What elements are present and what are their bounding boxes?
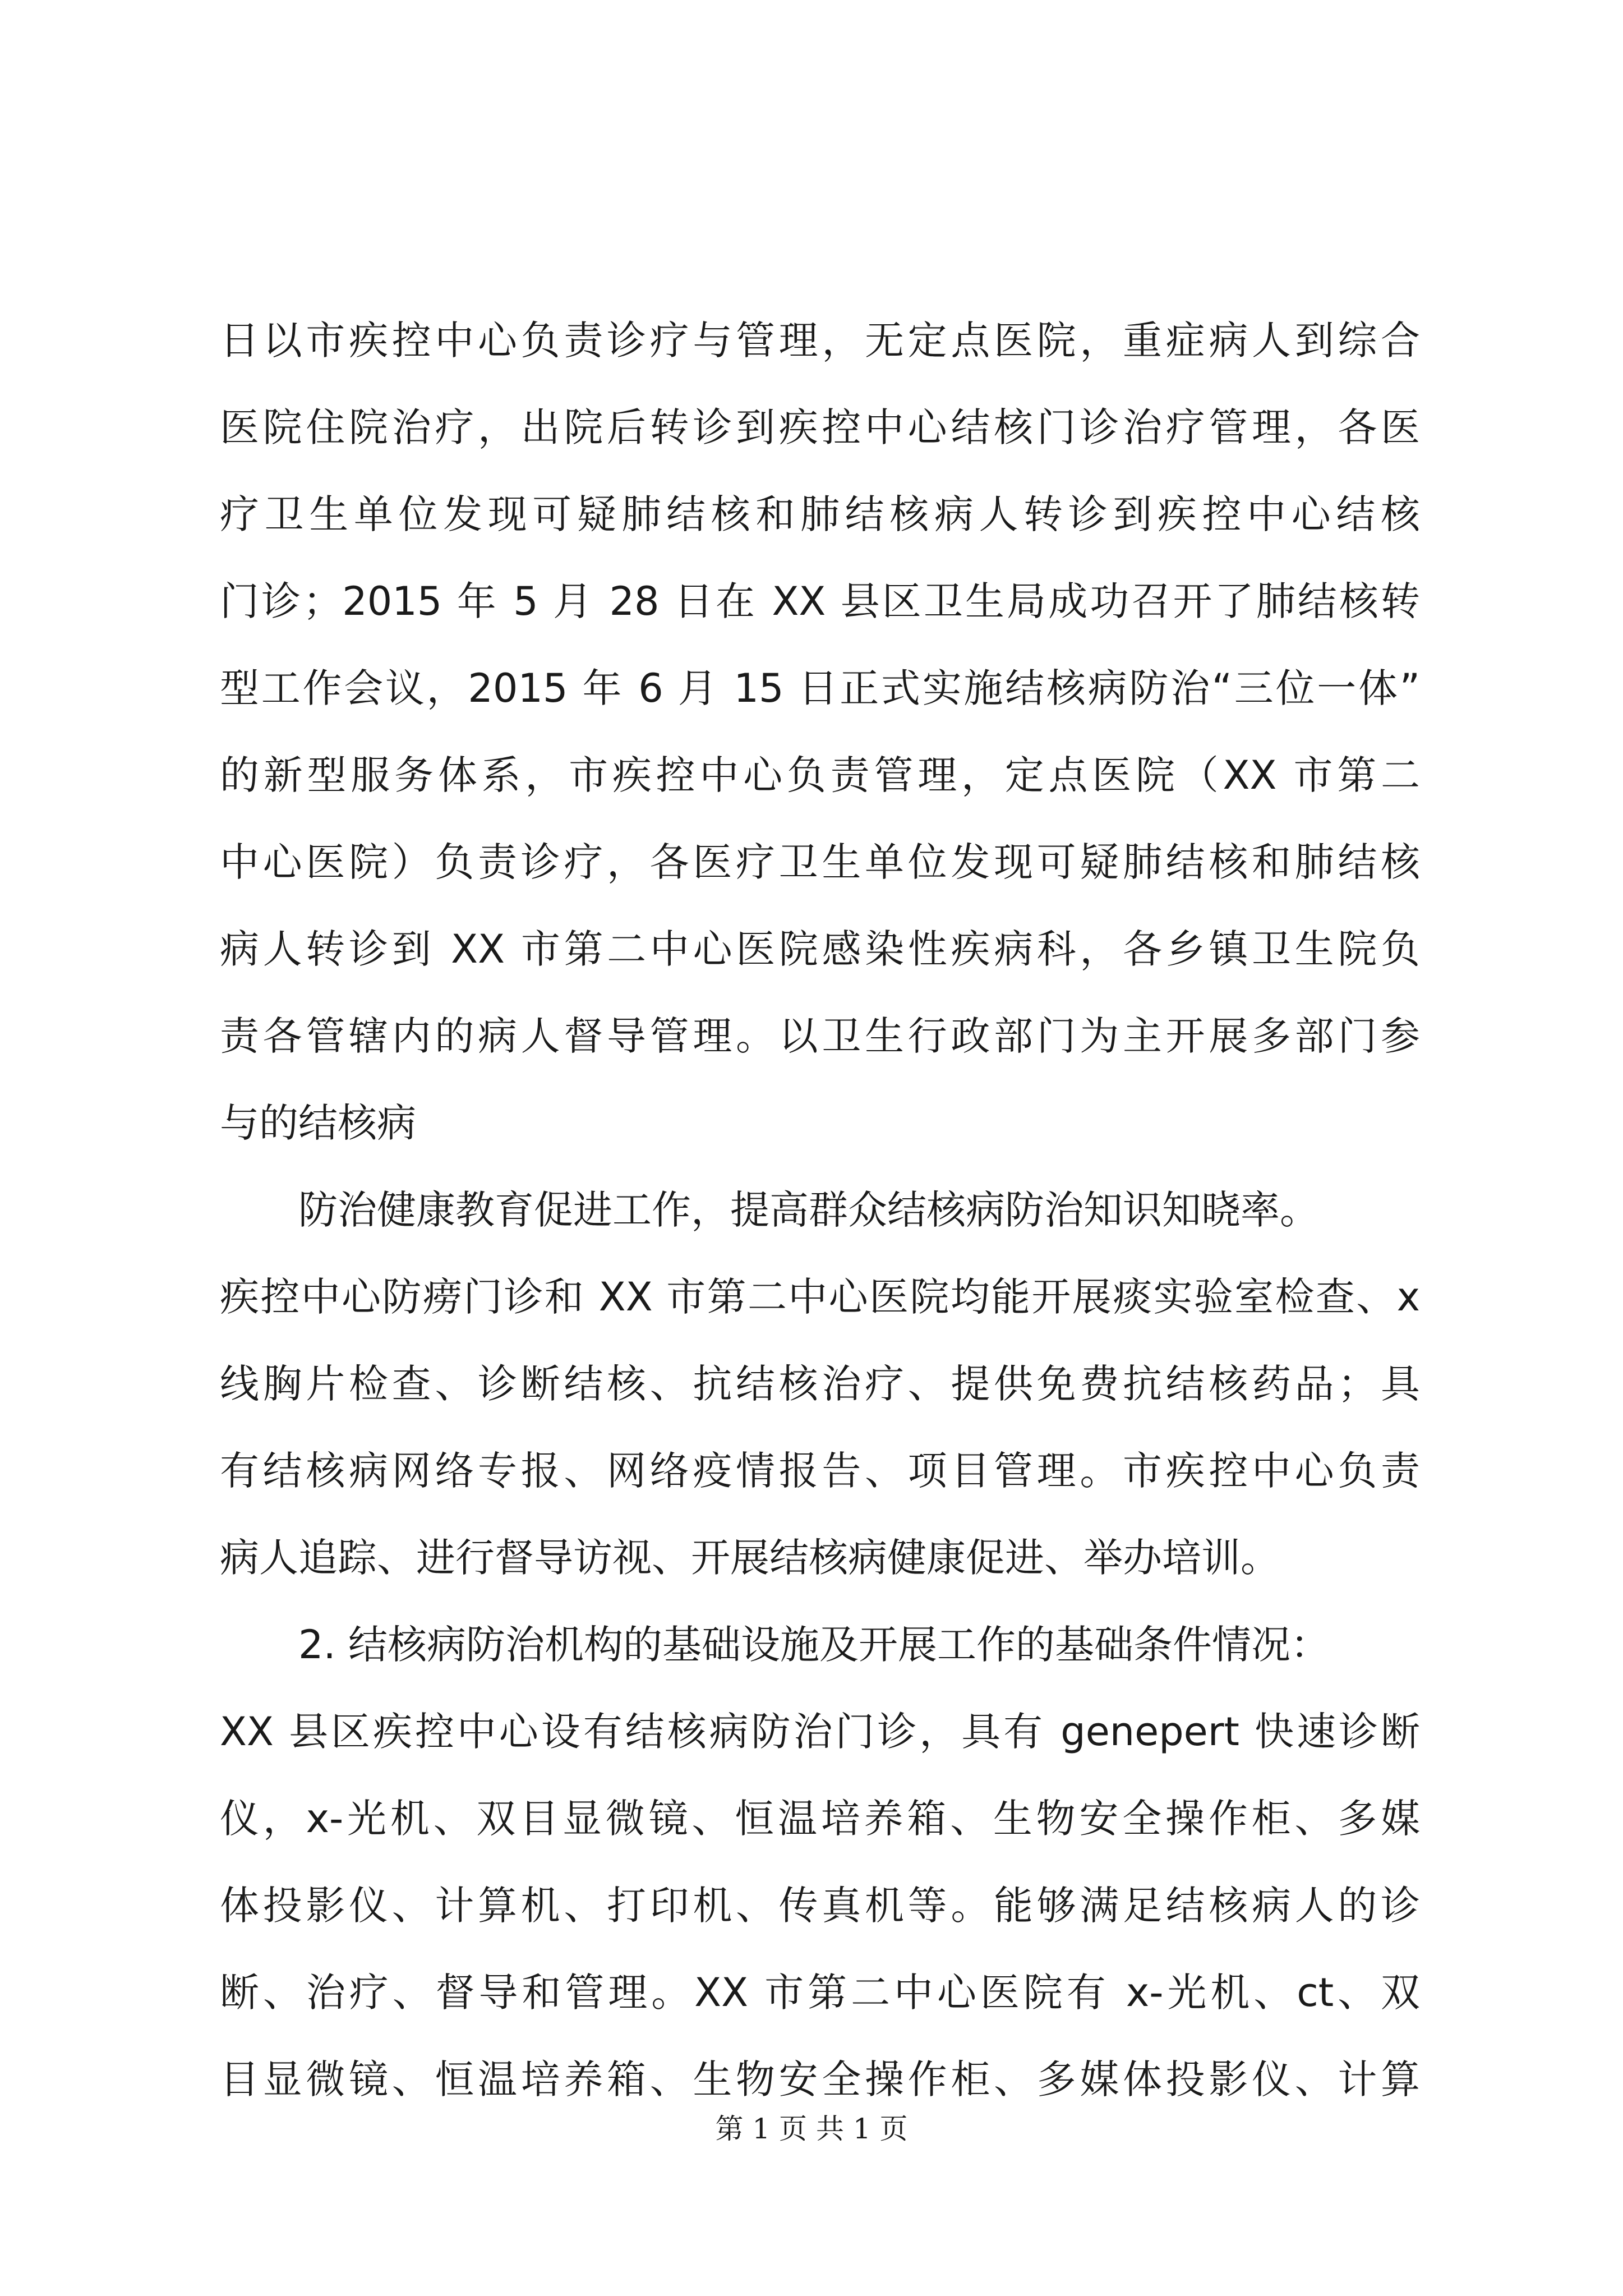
body-text <box>220 297 1420 2123</box>
paragraph-first-line: 防治健康教育促进工作，提高群众结核病防治知识知晓率。 <box>298 1187 1319 1233</box>
text-line: 病人追踪、进行督导访视、开展结核病健康促进、举办培训。 <box>220 1535 1280 1581</box>
text-line: 疾控中心防痨门诊和 XX 市第二中心医院均能开展痰实验室检查、x <box>220 1274 1420 1320</box>
text-line: 的新型服务体系，市疾控中心负责管理，定点医院（XX 市第二 <box>220 752 1420 798</box>
text-line: XX 县区疾控中心设有结核病防治门诊，具有 genepert 快速诊断 <box>220 1709 1420 1755</box>
text-line: 有结核病网络专报、网络疫情报告、项目管理。市疾控中心负责 <box>220 1448 1420 1494</box>
text-line: 体投影仪、计算机、打印机、传真机等。能够满足结核病人的诊 <box>220 1883 1420 1929</box>
text-line: 与的结核病 <box>220 1100 416 1146</box>
text-line: 目显微镜、恒温培养箱、生物安全操作柜、多媒体投影仪、计算 <box>220 2056 1420 2102</box>
page-number-footer: 第 1 页 共 1 页 <box>715 2113 908 2145</box>
section-heading-line: 2. 结核病防治机构的基础设施及开展工作的基础条件情况： <box>298 1622 1330 1668</box>
text-line: 医院住院治疗，出院后转诊到疾控中心结核门诊治疗管理，各医 <box>220 404 1420 450</box>
text-line: 中心医院）负责诊疗，各医疗卫生单位发现可疑肺结核和肺结核 <box>220 839 1420 885</box>
text-line: 门诊；2015 年 5 月 28 日在 XX 县区卫生局成功召开了肺结核转 <box>220 578 1420 624</box>
text-line: 仪，x-光机、双目显微镜、恒温培养箱、生物安全操作柜、多媒 <box>220 1796 1420 1842</box>
text-line: 断、治疗、督导和管理。XX 市第二中心医院有 x-光机、ct、双 <box>220 1970 1420 2016</box>
text-line: 病人转诊到 XX 市第二中心医院感染性疾病科，各乡镇卫生院负 <box>220 926 1420 972</box>
text-line: 责各管辖内的病人督导管理。以卫生行政部门为主开展多部门参 <box>220 1013 1420 1059</box>
text-line: 型工作会议，2015 年 6 月 15 日正式实施结核病防治“三位一体” <box>220 665 1420 711</box>
text-line: 疗卫生单位发现可疑肺结核和肺结核病人转诊到疾控中心结核 <box>220 491 1420 537</box>
text-line: 线胸片检查、诊断结核、抗结核治疗、提供免费抗结核药品；具 <box>220 1361 1420 1407</box>
text-line: 日以市疾控中心负责诊疗与管理，无定点医院，重症病人到综合 <box>220 318 1420 364</box>
